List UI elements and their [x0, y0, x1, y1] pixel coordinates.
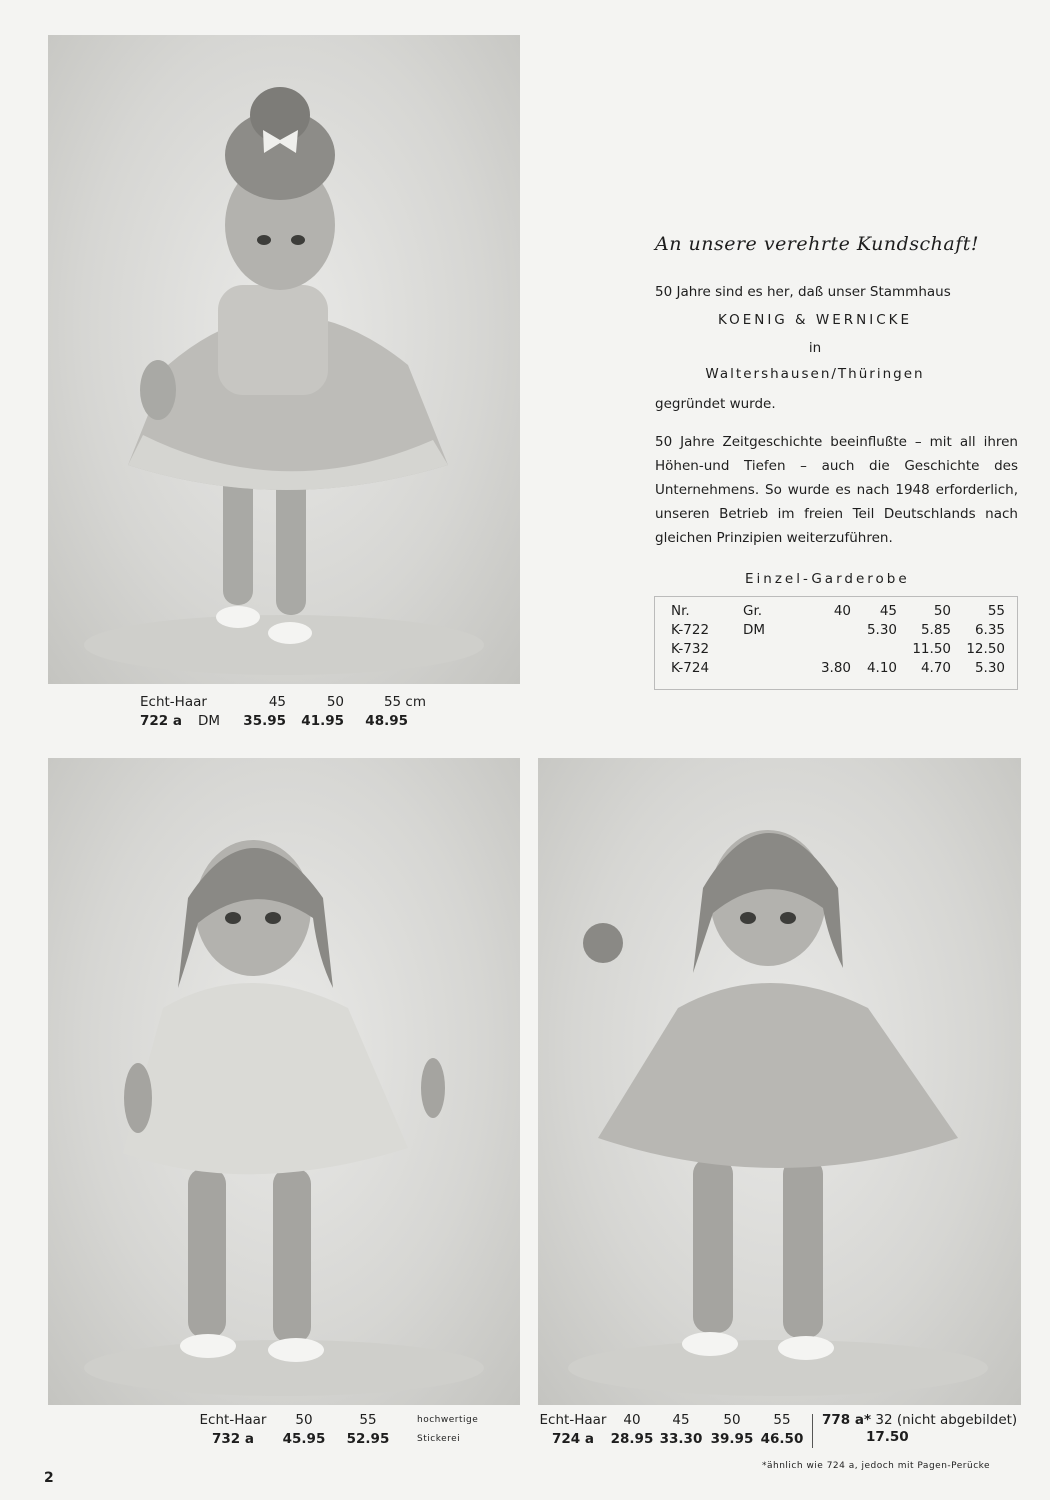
size-value: 50 — [326, 694, 344, 710]
caption-722 — [140, 693, 426, 731]
garderobe-table — [665, 601, 1011, 677]
table-row — [185, 1411, 478, 1430]
note-line: hochwertige — [417, 1415, 479, 1425]
table-cell: 6.35 — [974, 621, 1005, 638]
hair-label: Echt-Haar — [140, 694, 207, 710]
caption-732 — [185, 1411, 478, 1449]
size-value: 50 — [723, 1412, 741, 1428]
table-cell: K-732 — [671, 640, 710, 657]
history-paragraph: 50 Jahre Zeitgeschichte beeinflußte – mit all ihren Höhen-und Tiefen – auch die Geschichte des Unternehmens. So wurde es nach 1948 erforderlich, unseren Betrieb im freien Teil Deutschlands nach gleichen Prinzipien weiterzuführen. — [655, 434, 1018, 546]
doll-photo-722 — [48, 35, 520, 684]
size-value: 50 — [295, 1412, 313, 1428]
article-number: 778 a* — [822, 1412, 872, 1428]
size-value: 45 — [672, 1412, 690, 1428]
greeting-heading: An unsere verehrte Kundschaft! — [655, 233, 980, 255]
article-number: 732 a — [212, 1431, 254, 1447]
table-header: 55 — [987, 602, 1005, 619]
size-value: 45 — [268, 694, 286, 710]
table-cell — [811, 639, 857, 658]
table-cell: 3.80 — [820, 659, 851, 676]
caption-778 — [822, 1412, 1017, 1446]
table-row — [665, 620, 1011, 639]
price-value: 39.95 — [710, 1431, 754, 1447]
table-row — [665, 639, 1011, 658]
table-cell: 5.85 — [920, 621, 951, 638]
table-cell — [857, 639, 903, 658]
price-value: 33.30 — [659, 1431, 703, 1447]
doll-photo-732 — [48, 758, 520, 1405]
caption-724 — [537, 1411, 807, 1449]
table-cell: 12.50 — [966, 640, 1005, 657]
table-header: Gr. — [743, 602, 763, 619]
table-cell — [737, 639, 811, 658]
company-name: KOENIG & WERNICKE — [717, 312, 913, 328]
size-value: 55 — [773, 1412, 791, 1428]
currency: DM — [198, 713, 221, 729]
size-value: 40 — [623, 1412, 641, 1428]
table-row — [185, 1430, 478, 1449]
intro-in: in — [808, 340, 822, 356]
doll-722-image — [48, 35, 520, 684]
article-number: 724 a — [552, 1431, 594, 1447]
table-header-row — [665, 601, 1011, 620]
table-header: 45 — [879, 602, 897, 619]
price-value: 17.50 — [866, 1429, 909, 1445]
place-name: Waltershausen/Thüringen — [705, 366, 925, 382]
table-row — [140, 693, 426, 712]
hair-label: Echt-Haar — [539, 1412, 607, 1428]
doll-732-image — [48, 758, 520, 1405]
size-value: 32 (nicht abgebildet) — [875, 1412, 1018, 1428]
caption-732-table — [185, 1411, 478, 1449]
footnote: *ähnlich wie 724 a, jedoch mit Pagen-Perücke — [762, 1461, 991, 1471]
caption-722-table — [140, 693, 426, 731]
table-cell: 5.30 — [974, 659, 1005, 676]
price-value: 41.95 — [301, 713, 344, 729]
table-cell: 5.30 — [866, 621, 897, 638]
table-cell: 11.50 — [912, 640, 951, 657]
table-cell — [811, 620, 857, 639]
table-cell: K-724 — [671, 659, 710, 676]
article-number: 722 a — [140, 713, 182, 729]
table-cell: DM — [743, 621, 766, 638]
garderobe-title: Einzel-Garderobe — [745, 571, 910, 587]
table-row — [140, 712, 426, 731]
intro-line: 50 Jahre sind es her, daß unser Stammhaus — [655, 284, 951, 300]
caption-724-table — [537, 1411, 807, 1449]
table-row — [537, 1430, 807, 1449]
table-header: 50 — [933, 602, 951, 619]
price-value: 35.95 — [243, 713, 286, 729]
founded-line: gegründet wurde. — [655, 396, 776, 412]
garderobe-box — [654, 596, 1018, 690]
price-value: 48.95 — [365, 713, 408, 729]
price-value: 45.95 — [282, 1431, 326, 1447]
table-cell: 4.10 — [866, 659, 897, 676]
hair-label: Echt-Haar — [199, 1412, 267, 1428]
table-cell — [737, 658, 811, 677]
size-value: 55 cm — [383, 694, 426, 710]
table-cell: 4.70 — [920, 659, 951, 676]
table-header: Nr. — [671, 602, 690, 619]
price-value: 46.50 — [760, 1431, 804, 1447]
note-line: Stickerei — [417, 1434, 461, 1444]
doll-724-image — [538, 758, 1021, 1405]
divider — [812, 1414, 813, 1448]
table-row — [537, 1411, 807, 1430]
price-value: 28.95 — [610, 1431, 654, 1447]
page-number: 2 — [44, 1470, 54, 1486]
price-value: 52.95 — [346, 1431, 390, 1447]
size-value: 55 — [359, 1412, 377, 1428]
table-row — [665, 658, 1011, 677]
doll-photo-724 — [538, 758, 1021, 1405]
table-header: 40 — [833, 602, 851, 619]
table-cell: K-722 — [671, 621, 710, 638]
